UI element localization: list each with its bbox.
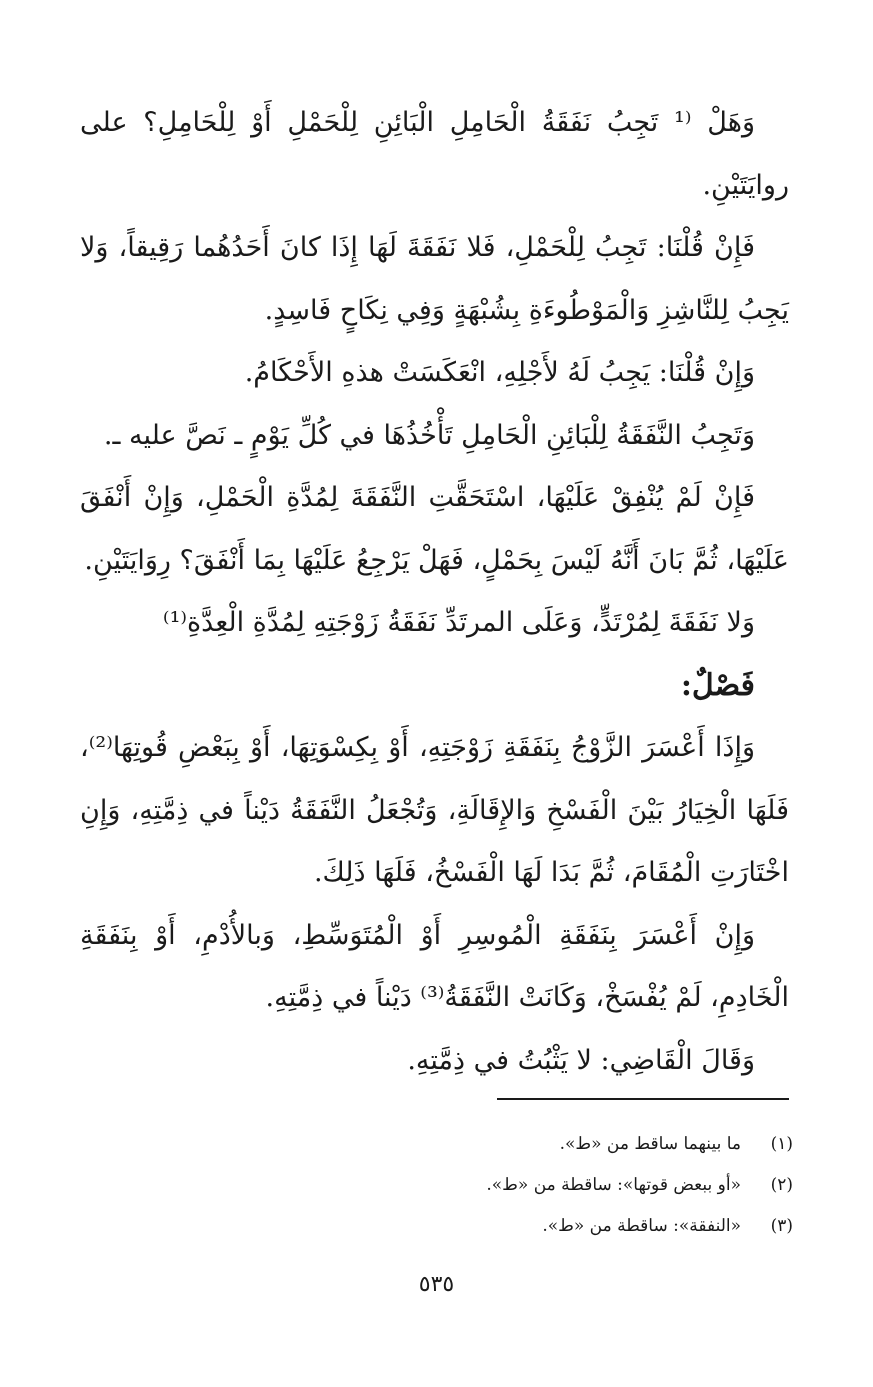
paragraph: فَإِنْ لَمْ يُنْفِقْ عَلَيْهَا، اسْتَحَقَّتِ النَّفَقَةَ لِمُدَّةِ الْحَمْلِ، وَإِنْ أَنْفَقَ عَلَيْهَا، ثُمَّ بَانَ أَنَّهُ لَيْسَ بِحَمْلٍ، فَهَلْ يَرْجِعُ عَلَيْهَا بِمَا أَنْفَقَ؟ رِوَايَتَيْنِ. xyxy=(80,482,789,576)
footnote-text: «أو ببعض قوتها»: ساقطة من «ط». xyxy=(486,1175,741,1195)
paragraph: وَهَلْ ⁽¹ تَجِبُ نَفَقَةُ الْحَامِلِ الْبَائِنِ لِلْحَمْلِ أَوْ لِلْحَامِلِ؟ على روايَتَيْنِ. xyxy=(80,107,789,201)
footnote xyxy=(486,1165,793,1206)
footnote-divider xyxy=(497,1098,789,1100)
paragraph: وَقَالَ الْقَاضِي: لا يَثْبُتُ في ذِمَّتِهِ. xyxy=(407,1044,755,1076)
footnote-text: «النفقة»: ساقطة من «ط». xyxy=(542,1216,741,1236)
footnote-number: (١) xyxy=(770,1134,793,1154)
footnotes xyxy=(486,1124,793,1247)
paragraph: وَإِنْ قُلْنَا: يَجِبُ لَهُ لأَجْلِهِ، انْعَكَسَتْ هذهِ الأَحْكَامُ. xyxy=(244,357,755,388)
paragraph: وَإِنْ أَعْسَرَ بِنَفَقَةِ الْمُوسِرِ أَوْ الْمُتَوَسِّطِ، وَبالأُدْمِ، أَوْ بِنَفَقَةِ الْخَادِمِ، لَمْ يُفْسَخْ، وَكَانَتْ النَّفَقَةُ⁽³⁾ دَيْناً في ذِمَّتِهِ. xyxy=(80,919,789,1013)
paragraph: وَإِذَا أَعْسَرَ الزَّوْجُ بِنَفَقَةِ زَوْجَتِهِ، أَوْ بِكِسْوَتِهَا، أَوْ بِبَعْضِ قُوتِهَا⁽²⁾، فَلَهَا الْخِيَارُ بَيْنَ الْفَسْخِ وَالإِقَالَةِ، وَتُجْعَلُ النَّفَقَةُ دَيْناً في ذِمَّتِهِ، وَإِنِ اخْتَارَتِ الْمُقَامَ، ثُمَّ بَدَا لَهَا الْفَسْخُ، فَلَهَا ذَلِكَ. xyxy=(80,732,789,888)
footnote xyxy=(486,1124,793,1165)
footnote-text: ما بينهما ساقط من «ط». xyxy=(559,1134,741,1154)
main-text xyxy=(80,92,789,1092)
section-heading: فَصْلٌ: xyxy=(680,667,755,703)
paragraph: وَلا نَفَقَةَ لِمُرْتَدٍّ، وَعَلَى المرتَدِّ نَفَقَةُ زَوْجَتِهِ لِمُدَّةِ الْعِدَّةِ⁽¹⁾ xyxy=(162,607,755,638)
paragraph: وَتَجِبُ النَّفَقَةُ لِلْبَائِنِ الْحَامِلِ تَأْخُذُهَا في كُلِّ يَوْمٍ ـ نَصَّ عليه ـ. xyxy=(103,419,755,451)
footnote xyxy=(486,1206,793,1247)
paragraph: فَإِنْ قُلْنَا: تَجِبُ لِلْحَمْلِ، فَلا نَفَقَةَ لَهَا إِذَا كانَ أَحَدُهُما رَقِيقاً، وَلا يَجِبُ لِلنَّاشِزِ وَالْمَوْطُوءَةِ بِشُبْهَةٍ وَفِي نِكَاحٍ فَاسِدٍ. xyxy=(80,232,789,326)
footnote-number: (٢) xyxy=(770,1175,793,1195)
footnote-number: (٣) xyxy=(770,1216,793,1236)
page-number: ٥٣٥ xyxy=(418,1272,455,1297)
